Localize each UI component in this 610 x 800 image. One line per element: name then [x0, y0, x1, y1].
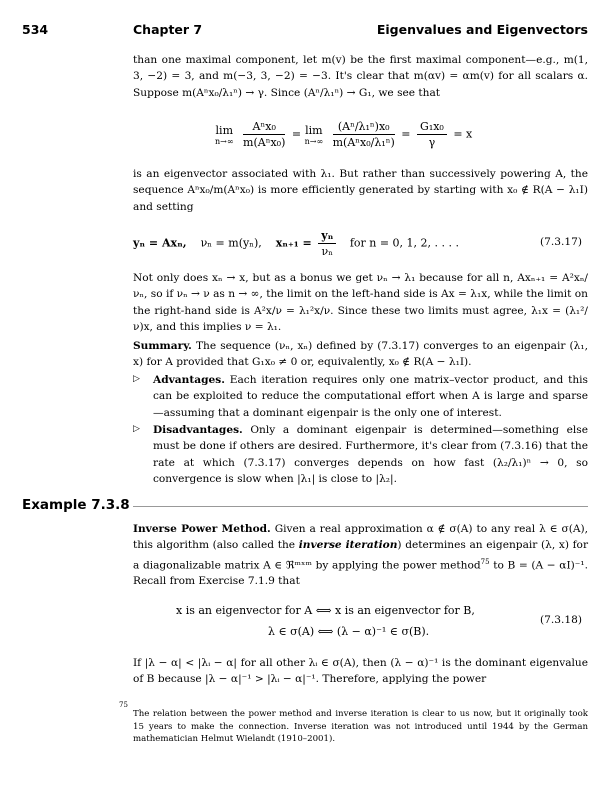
- example-text-c: to B = (A − αI)⁻¹. Recall from Exercise 7.1.9 that: [133, 559, 588, 588]
- example-text-a: Given a real approximation α ∉ σ(A) to any real λ ∈ σ(A), this algorithm (also called the: [133, 523, 588, 552]
- lim-text: lim: [215, 123, 233, 137]
- disadvantages-bullet-marker: ▷: [133, 424, 140, 434]
- disadvantages-label: Disadvantages.: [153, 424, 243, 436]
- example-title: Inverse Power Method.: [133, 523, 271, 535]
- frac1-denominator: m(Aⁿx₀): [243, 136, 286, 149]
- footnote-reference: 75: [480, 557, 490, 566]
- eq3-line1: x is an eigenvector for A ⟺ x is an eigenvector for B,: [176, 604, 475, 617]
- example-text-b: ) determines an eigenpair (λ, x) for a diagonalizable matrix A ∈ ℜᵐˣᵐ by applying the power method: [133, 539, 589, 572]
- example-paragraph: [133, 521, 588, 590]
- advantages-item: [153, 372, 588, 421]
- limit-equation: lim n→∞ $\frac{\text{Aⁿx₀}}{\text{m(Aⁿx₀)}}$ = lim n→∞ $\frac{\text{(Aⁿ/λ₁ⁿ)x₀}}{\text{m(Aⁿx₀/λ₁ⁿ)}}$ = $\frac{\text{G₁x₀}}{\gamma}$ = x: [215, 120, 473, 149]
- frac2-numerator: (Aⁿ/λ₁ⁿ)x₀: [333, 120, 395, 135]
- eq2-part2: νₙ = m(yₙ),: [200, 236, 262, 250]
- eq2-part1: yₙ = Axₙ,: [133, 236, 187, 250]
- frac3-denominator: γ: [428, 136, 436, 149]
- lim-subscript: n→∞: [215, 136, 234, 146]
- footnote-text: The relation between the power method and inverse iteration is clear to us now, but it originally took 15 years to make the connection. Inverse iteration was not introduced until 1944 by the German mathematician Helmut Wielandt (1910–2001).: [133, 709, 588, 744]
- eq2-part4: for n = 0, 1, 2, . . . .: [349, 236, 460, 250]
- eq1-rhs: = x: [453, 127, 473, 141]
- paragraph-2: is an eigenvector associated with λ₁. But rather than successively powering A, the sequence Aⁿx₀/m(Aⁿx₀) is more efficiently generated by starting with x₀ ∉ R(A − λ₁I) and setting: [133, 168, 588, 213]
- eq2-numerator: yₙ: [318, 229, 336, 244]
- eq3-line2: λ ∈ σ(A) ⟺ (λ − α)⁻¹ ∈ σ(B).: [268, 625, 430, 638]
- summary-block: [133, 338, 588, 371]
- advantages-bullet-marker: ▷: [133, 374, 140, 384]
- paragraph-4: If |λ − α| < |λᵢ − α| for all other λᵢ ∈ σ(A), then (λ − α)⁻¹ is the dominant eigenvalue of B because |λ − α|⁻¹ > |λᵢ − α|⁻¹. Therefore, applying the power: [133, 657, 588, 686]
- summary-text: The sequence (νₙ, xₙ) defined by (7.3.17) converges to an eigenpair (λ₁, x) for A provided that G₁x₀ ≠ 0 or, equivalently, x₀ ∉ R(A − λ₁I).: [133, 340, 588, 369]
- footnote-mark: 75: [119, 701, 128, 709]
- frac3-numerator: G₁x₀: [417, 120, 447, 135]
- frac2-denominator: m(Aⁿx₀/λ₁ⁿ): [332, 136, 395, 149]
- example-emphasis: inverse iteration: [298, 539, 398, 552]
- frac1-numerator: Aⁿx₀: [243, 120, 285, 135]
- eq2-part3-lhs: xₙ₊₁ =: [275, 236, 312, 250]
- summary-label: Summary.: [133, 340, 192, 352]
- section-title: Eigenvalues and Eigenvectors: [376, 22, 588, 37]
- example-divider: [133, 506, 588, 507]
- paragraph-1: than one maximal component, let m(v) be the first maximal component—e.g., m(1, 3, −2) = 3, and m(−3, 3, −2) = −3. It's clear that m(αv) = αm(v) for all scalars α. Suppose m(Aⁿx₀/λ₁ⁿ) → γ. Since (Aⁿ/λ₁ⁿ) → G₁, we see that: [133, 54, 588, 99]
- page-number: 534: [22, 22, 49, 37]
- eq2-denominator: νₙ: [321, 245, 333, 258]
- example-label: Example 7.3.8: [22, 497, 130, 513]
- lim-subscript-2: n→∞: [304, 136, 324, 146]
- lim-text-2: lim: [305, 123, 323, 137]
- iteration-equation: [133, 229, 459, 258]
- advantages-label: Advantages.: [153, 374, 225, 386]
- chapter-label: Chapter 7: [133, 22, 203, 37]
- disadvantages-item: [153, 422, 588, 487]
- equation-number-7-3-18: (7.3.18): [540, 614, 582, 626]
- advantages-text: Each iteration requires only one matrix–vector product, and this can be exploited to reduce the computational effort when A is large and sparse—assuming that a dominant eigenpair is the only one of interest.: [153, 374, 588, 419]
- paragraph-3: Not only does xₙ → x, but as a bonus we get νₙ → λ₁ because for all n, Axₙ₊₁ = A²xₙ/νₙ, so if νₙ → ν as n → ∞, the limit on the left-hand side is Ax = λ₁x, while the limit on the right-hand side is A²x/ν = λ₁²x/ν. Since these two limits must agree, λ₁x = (λ₁²/ν)x, and this implies ν = λ₁.: [133, 272, 588, 333]
- equation-number-7-3-17: (7.3.17): [540, 236, 582, 248]
- disadvantages-text: Only a dominant eigenpair is determined—something else must be done if others are desired. Furthermore, it's clear from (7.3.16) that the rate at which (7.3.17) converges depends on how fast (λ₂/λ₁)ⁿ → 0, so convergence is slow when |λ₁| is close to |λ₂|.: [153, 424, 588, 485]
